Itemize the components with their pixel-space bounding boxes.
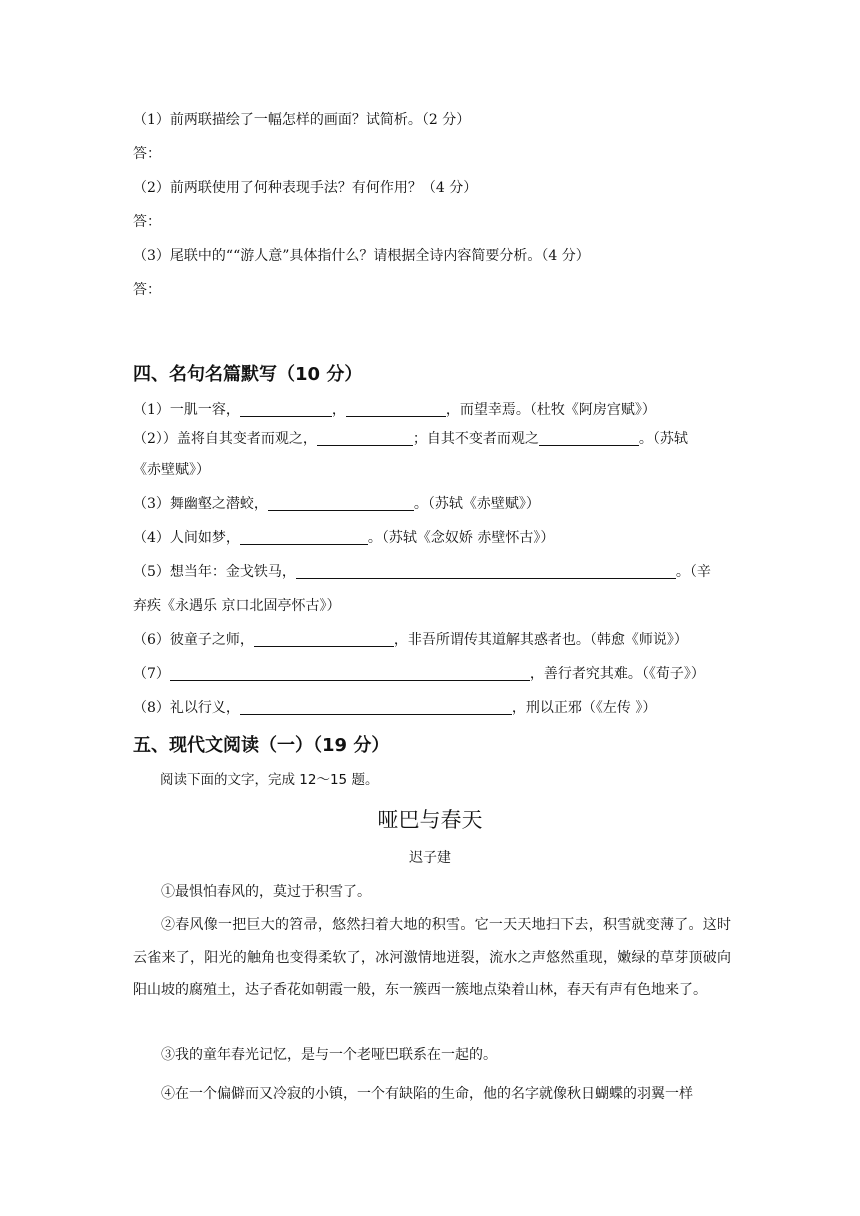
answer-1: 答： — [133, 146, 161, 162]
line-text: 。（苏轼《念奴娇 赤壁怀古》） — [367, 530, 555, 546]
dictation-line-3 — [133, 494, 540, 514]
question-3: （3）尾联中的““游人意”具体指什么？请根据全诗内容简要分析。（4 分） — [133, 248, 590, 264]
line-text: （5）想当年：金戈铁马， — [133, 564, 296, 580]
dictation-line-6 — [133, 630, 688, 650]
dictation-line-2-cont: 《赤壁赋》） — [133, 462, 210, 478]
article-title: 哑巴与春天 — [377, 808, 483, 832]
dictation-line-2 — [133, 429, 688, 449]
dictation-line-5 — [133, 562, 711, 582]
fill-blank[interactable] — [170, 665, 530, 681]
line-text: 。（苏轼《赤壁赋》） — [413, 496, 540, 512]
line-text: （6）彼童子之师， — [133, 632, 254, 648]
line-text: （2））盖将自其变者而观之， — [133, 431, 317, 447]
line-text: （8）礼以行义， — [133, 700, 240, 716]
line-text: ，善行者究其难。（《荀子》） — [529, 666, 705, 682]
line-text: ，非吾所谓传其道解其惑者也。（韩愈《师说》） — [393, 632, 688, 648]
reading-instruction: 阅读下面的文字，完成 12～15 题。 — [160, 772, 379, 788]
article-paragraph-1: ①最惧怕春风的，莫过于积雪了。 — [161, 884, 371, 900]
section-4-heading: 四、名句名篇默写（10 分） — [133, 364, 363, 385]
dictation-line-4 — [133, 528, 554, 548]
fill-blank[interactable] — [240, 699, 512, 715]
dictation-line-8 — [133, 698, 656, 718]
line-text: ，而望幸焉。（杜牧《阿房宫赋》） — [445, 402, 656, 418]
section-5-heading: 五、现代文阅读（一）（19 分） — [133, 735, 390, 756]
dictation-line-1 — [133, 400, 656, 420]
answer-3: 答： — [133, 282, 161, 298]
fill-blank[interactable] — [268, 495, 414, 511]
line-text: 。（苏轼 — [638, 431, 688, 447]
line-text: （1）一肌一容， — [133, 402, 240, 418]
answer-2: 答： — [133, 214, 161, 230]
fill-blank[interactable] — [539, 430, 639, 446]
fill-blank[interactable] — [254, 631, 394, 647]
question-1: （1）前两联描绘了一幅怎样的画面？试简析。（2 分） — [133, 112, 471, 128]
article-paragraph-4: ④在一个偏僻而又冷寂的小镇，一个有缺陷的生命，他的名字就像秋日蝴蝶的羽翼一样 — [161, 1086, 693, 1102]
line-text: 。（辛 — [675, 564, 711, 580]
article-paragraph-3: ③我的童年春光记忆，是与一个老哑巴联系在一起的。 — [161, 1047, 497, 1063]
line-text: ，刑以正邪（《左传 》） — [511, 700, 657, 716]
fill-blank[interactable] — [296, 563, 676, 579]
line-text: ， — [331, 402, 346, 418]
fill-blank[interactable] — [240, 529, 368, 545]
dictation-line-7 — [133, 664, 705, 684]
line-text: ；自其不变者而观之 — [412, 431, 539, 447]
article-paragraph-2: ②春风像一把巨大的笤帚，悠然扫着大地的积雪。它一天天地扫下去，积雪就变薄了。这时云雀来了，阳光的触角也变得柔软了，冰河激情地迸裂，流水之声悠然重现，嫩绿的草芽顶破向阳山坡的腐殖土，达子香花如朝霞一般，东一簇西一簇地点染着山林，春天有声有色地来了。 — [133, 917, 731, 998]
line-text: （7） — [133, 666, 170, 682]
dictation-line-5-cont: 弃疾《永遇乐 京口北固亭怀古》） — [133, 598, 341, 614]
fill-blank[interactable] — [346, 401, 446, 417]
article-author: 迟子建 — [409, 850, 451, 866]
line-text: （3）舞幽壑之潜蛟， — [133, 496, 268, 512]
fill-blank[interactable] — [240, 401, 332, 417]
line-text: （4）人间如梦， — [133, 530, 240, 546]
fill-blank[interactable] — [317, 430, 413, 446]
question-2: （2）前两联使用了何种表现手法？有何作用？（4 分） — [133, 180, 478, 196]
